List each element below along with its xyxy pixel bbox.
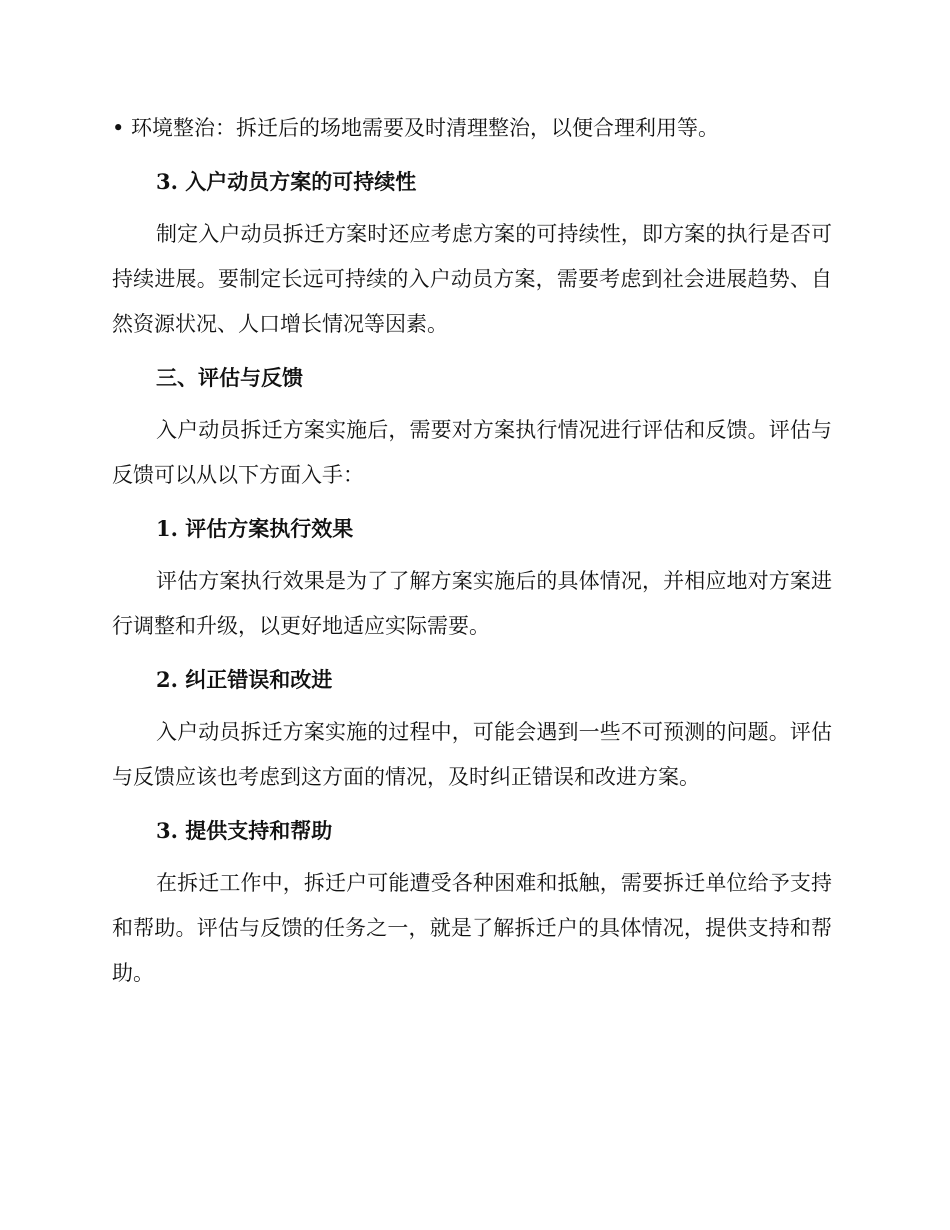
heading-correct-errors: 2. 纠正错误和改进 <box>156 667 333 692</box>
document-page <box>112 106 832 1004</box>
paragraph-provide-support: 在拆迁工作中，拆迁户可能遭受各种困难和抵触，需要拆迁单位给予支持和帮助。评估与反馈的任务之一，就是了解拆迁户的具体情况，提供支持和帮助。 <box>112 871 832 985</box>
paragraph-correct-errors: 入户动员拆迁方案实施的过程中，可能会遇到一些不可预测的问题。评估与反馈应该也考虑到这方面的情况，及时纠正错误和改进方案。 <box>112 720 832 789</box>
paragraph-evaluate-effect: 评估方案执行效果是为了了解方案实施后的具体情况，并相应地对方案进行调整和升级，以更好地适应实际需要。 <box>112 569 832 638</box>
paragraph-sustainability: 制定入户动员拆迁方案时还应考虑方案的可持续性，即方案的执行是否可持续进展。要制定长远可持续的入户动员方案，需要考虑到社会进展趋势、自然资源状况、人口增长情况等因素。 <box>112 222 832 336</box>
heading-provide-support: 3. 提供支持和帮助 <box>156 818 333 843</box>
heading-evaluation-feedback: 三、评估与反馈 <box>156 365 303 390</box>
bullet-environment: • 环境整治：拆迁后的场地需要及时清理整治，以便合理利用等。 <box>112 116 720 140</box>
paragraph-evaluation-feedback: 入户动员拆迁方案实施后，需要对方案执行情况进行评估和反馈。评估与反馈可以从以下方面入手： <box>112 418 832 487</box>
heading-evaluate-effect: 1. 评估方案执行效果 <box>156 516 354 541</box>
heading-sustainability: 3. 入户动员方案的可持续性 <box>156 169 417 194</box>
